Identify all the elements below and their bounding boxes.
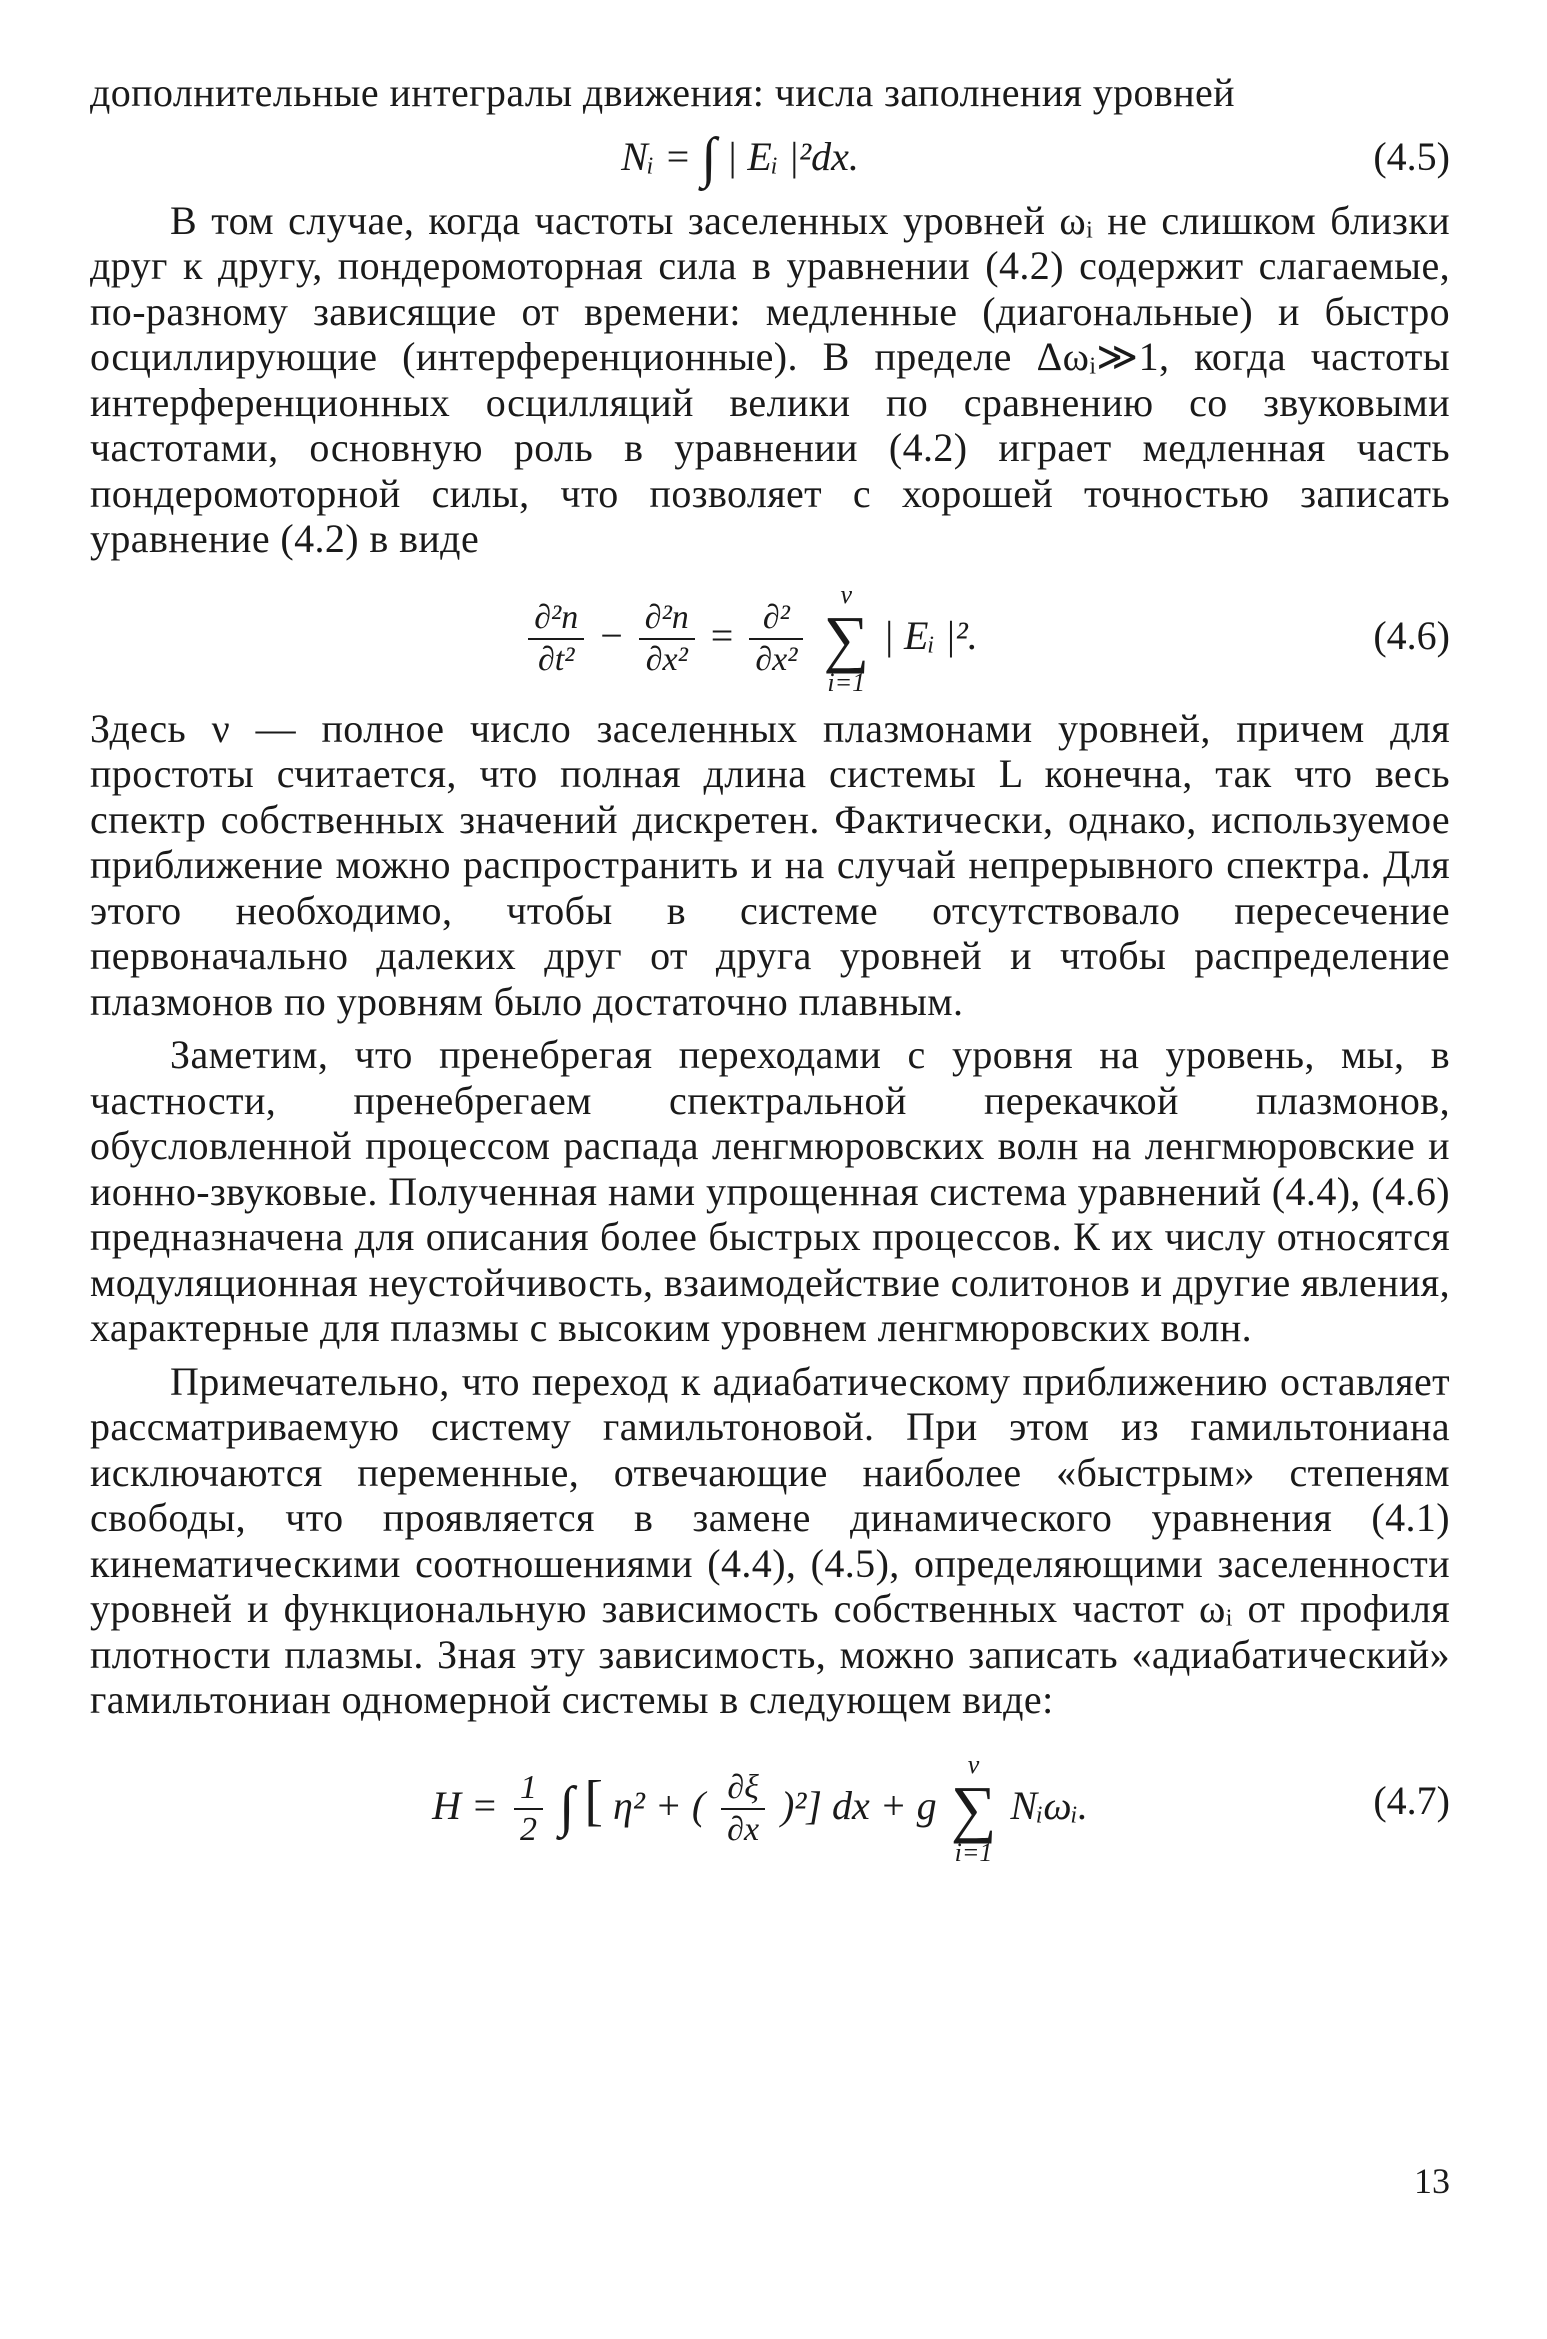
eq47-middle: dx + g [831, 1782, 937, 1828]
denominator: ∂t² [537, 641, 575, 679]
eq45-rhs: | Eᵢ |²dx. [726, 133, 859, 179]
eta-term: η² + ( [612, 1782, 706, 1828]
integral-sign: ∫ [558, 1775, 575, 1838]
eq45-lhs: Nᵢ = [621, 133, 692, 179]
sum-lower-limit: i=1 [827, 668, 866, 698]
numerator: ∂² [749, 598, 803, 640]
page [90, 70, 1450, 2270]
page-number: 13 [1414, 2161, 1450, 2201]
equation-number-4-7: (4.7) [1373, 1777, 1450, 1823]
eq46-tail: | Eᵢ |². [883, 612, 978, 658]
minus-sign: − [600, 612, 623, 658]
paragraph-hamiltonian: Примечательно, что переход к адиабатическому приближению оставляет рассматриваемую систему гамильтоновой. При этом из гамильтониана исключаются переменные, отвечающие наиболее «быстрым» степеням свободы, что проявляется в замене динамического уравнения (4.1) кинематическими соотношениями (4.4), (4.5), определяющими заселенности уровней и функциональную зависимость собственных частот ωᵢ от профиля плотности плазмы. Зная эту зависимость, можно записать «адиабатический» гамильтониан одномерной системы в следующем виде: [90, 1358, 1450, 1722]
fraction-d2-dx2 [749, 598, 803, 680]
paragraph-frequencies: В том случае, когда частоты заселенных уровней ωᵢ не слишком близки друг к другу, пондеромоторная сила в уравнении (4.2) содержит слагаемые, по-разному зависящие от времени: медленные (диагональные) и быстро осциллирующие (интерференционные). В пределе Δωᵢ≫1, когда частоты интерференционных осцилляций велики по сравнению со звуковыми частотами, основную роль в уравнении (4.2) играет медленная часть пондеромоторной силы, что позволяет с хорошей точностью записать уравнение (4.2) в виде [90, 197, 1450, 561]
fraction-d2n-dt2 [528, 598, 584, 680]
eq47-lhs: H = [432, 1782, 498, 1828]
numerator: ∂²n [639, 598, 695, 640]
open-bracket: [ [584, 1769, 603, 1832]
equation-number-4-6: (4.6) [1373, 612, 1450, 658]
equals-sign: = [710, 612, 734, 658]
equation-4-7 [90, 1739, 1450, 1868]
paragraph-transitions: Заметим, что пренебрегая переходами с уровня на уровень, мы, в частности, пренебрегаем спектральной перекачкой плазмонов, обусловленной процессом распада ленгмюровских волн на ленгмюровские и ионно-звуковые. Полученная нами упрощенная система уравнений (4.4), (4.6) предназначена для описания более быстрых процессов. К их числу относятся модуляционная неустойчивость, взаимодействие солитонов и другие явления, характерные для плазмы с высоким уровнем ленгмюровских волн. [90, 1032, 1450, 1350]
numerator: ∂ξ [721, 1768, 765, 1810]
denominator: ∂x² [755, 641, 798, 679]
close-bracket: )²] [781, 1782, 822, 1828]
summation [823, 581, 869, 697]
equation-number-4-5: (4.5) [1373, 133, 1450, 179]
denominator: ∂x² [645, 641, 688, 679]
denominator: ∂x [727, 1811, 760, 1849]
sum-upper-limit: ν [840, 580, 852, 610]
paragraph-nu-definition: Здесь ν — полное число заселенных плазмонами уровней, причем для простоты считается, что полная длина системы L конечна, так что весь спектр собственных значений дискретен. Фактически, однако, используемое приближение можно распространить и на случай непрерывного спектра. Для этого необходимо, чтобы в системе отсутствовало пересечение первоначально далеких друг от друга уровней и чтобы распределение плазмонов по уровням было достаточно плавным. [90, 705, 1450, 1024]
summation [951, 1751, 997, 1867]
equation-4-6 [90, 574, 1450, 698]
paragraph-intro: дополнительные интегралы движения: числа заполнения уровней [90, 70, 1235, 115]
sigma-sign: ∑ [823, 603, 870, 675]
integral-sign: ∫ [701, 126, 717, 189]
numerator: ∂²n [528, 598, 584, 640]
sum-lower-limit: i=1 [954, 1838, 993, 1868]
sum-upper-limit: ν [967, 1750, 980, 1780]
denominator: 2 [519, 1811, 537, 1849]
fraction-d2n-dx2 [639, 598, 695, 680]
sigma-sign: ∑ [950, 1773, 997, 1845]
eq47-tail: Nᵢωᵢ. [1010, 1782, 1088, 1828]
fraction-dxi-dx [721, 1768, 765, 1850]
equation-4-5 [90, 122, 1450, 192]
fraction-one-half [514, 1768, 543, 1850]
numerator: 1 [514, 1768, 543, 1810]
